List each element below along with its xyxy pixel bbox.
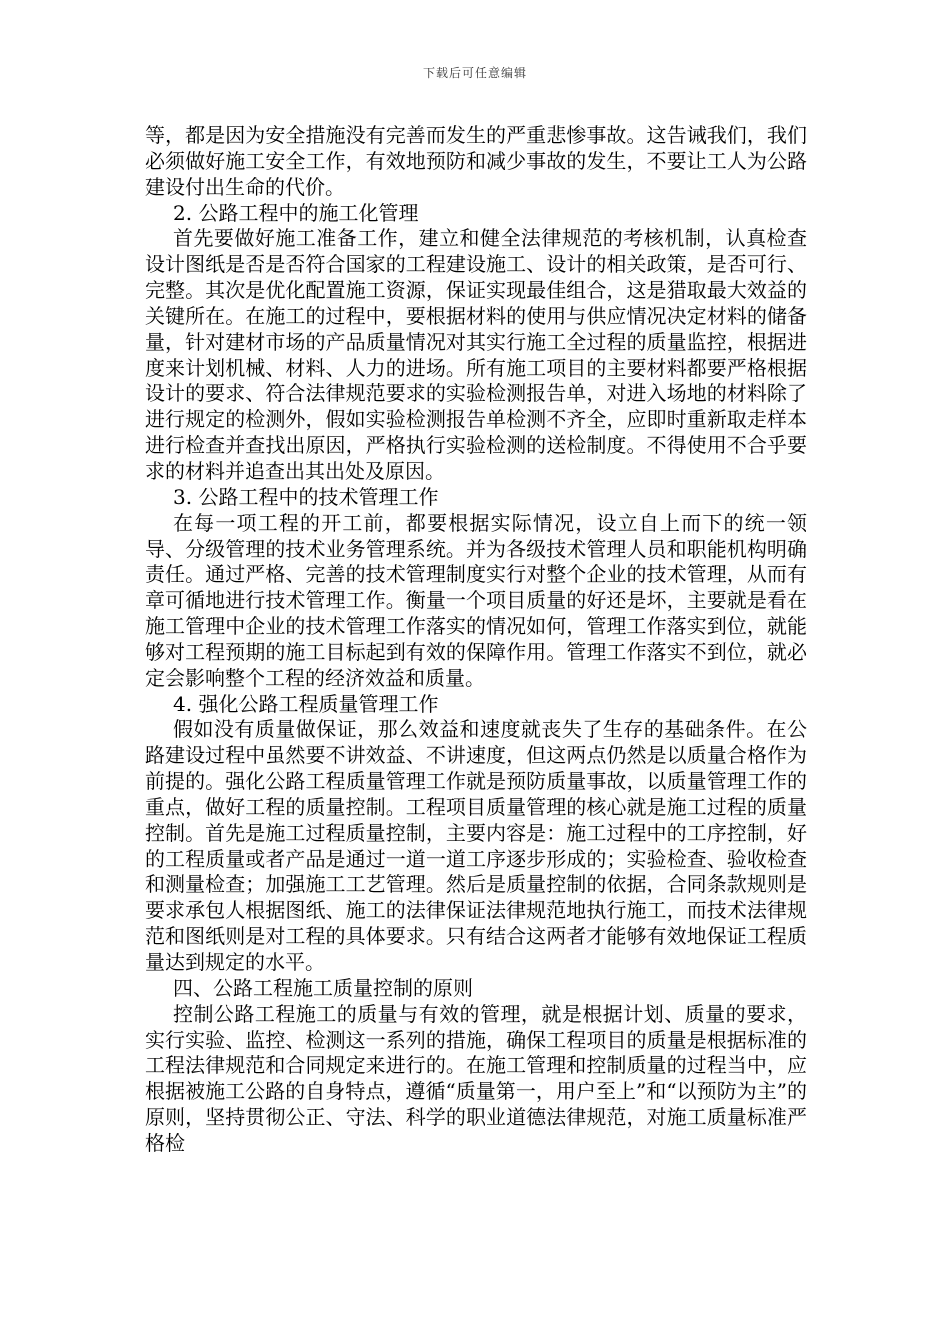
body-paragraph: 假如没有质量做保证，那么效益和速度就丧失了生存的基础条件。在公路建设过程中虽然要不讲效益、不讲速度，但这两点仍然是以质量合格作为前提的。强化公路工程质量管理工作就是预防质量事故，以质量管理工作的重点，做好工程的质量控制。工程项目质量管理的核心就是施工过程的质量控制。首先是施工过程质量控制，主要内容是：施工过程中的工序控制，好的工程质量或者产品是通过一道一道工序逐步形成的；实验检查、验收检查和测量检查；加强施工工艺管理。然后是质量控制的依据，合同条款规则是要求承包人根据图纸、施工的法律保证法律规范地执行施工，而技术法律规范和图纸则是对工程的具体要求。只有结合这两者才能够有效地保证工程质量达到规定的水平。 [145,717,807,974]
page-header: 下载后可任意编辑 [422,66,527,80]
section-heading: 2. 公路工程中的施工化管理 [173,200,419,225]
body-paragraph: 首先要做好施工准备工作，建立和健全法律规范的考核机制，认真检查设计图纸是否是否符合国家的工程建设施工、设计的相关政策，是否可行、完整。其次是优化配置施工资源，保证实现最佳组合，这是猎取最大效益的关键所在。在施工的过程中，要根据材料的使用与供应情况决定材料的储备量，针对建材市场的产品质量情况对其实行施工全过程的质量监控，根据进度来计划机械、材料、人力的进场。所有施工项目的主要材料都要严格根据设计的要求、符合法律规范要求的实验检测报告单，对进入场地的材料除了进行规定的检测外，假如实验检测报告单检测不齐全，应即时重新取走样本进行检查并查找出原因，严格执行实验检测的送检制度。不得使用不合乎要求的材料并追查出其出处及原因。 [145,226,807,483]
body-paragraph: 在每一项工程的开工前，都要根据实际情况，设立自上而下的统一领导、分级管理的技术业务管理系统。并为各级技术管理人员和职能机构明确责任。通过严格、完善的技术管理制度实行对整个企业的技术管理，从而有章可循地进行技术管理工作。衡量一个项目质量的好还是坏，主要就是看在施工管理中企业的技术管理工作落实的情况如何，管理工作落实到位，就能够对工程预期的施工目标起到有效的保障作用。管理工作落实不到位，就必定会影响整个工程的经济效益和质量。 [145,510,807,690]
body-paragraph: 等，都是因为安全措施没有完善而发生的严重悲惨事故。这告诫我们，我们必须做好施工安全工作，有效地预防和减少事故的发生，不要让工人为公路建设付出生命的代价。 [145,123,807,199]
body-paragraph: 控制公路工程施工的质量与有效的管理，就是根据计划、质量的要求，实行实验、监控、检测这一系列的措施，确保工程项目的质量是根据标准的工程法律规范和合同规定来进行的。在施工管理和控制质量的过程当中，应根据被施工公路的自身特点，遵循“质量第一，用户至上”和“以预防为主”的原则，坚持贯彻公正、守法、科学的职业道德法律规范，对施工质量标准严格检 [145,1001,807,1155]
document-body [145,123,807,1157]
section-heading: 四、公路工程施工质量控制的原则 [173,975,473,1000]
section-heading: 4. 强化公路工程质量管理工作 [173,691,439,716]
section-heading: 3. 公路工程中的技术管理工作 [173,484,439,509]
